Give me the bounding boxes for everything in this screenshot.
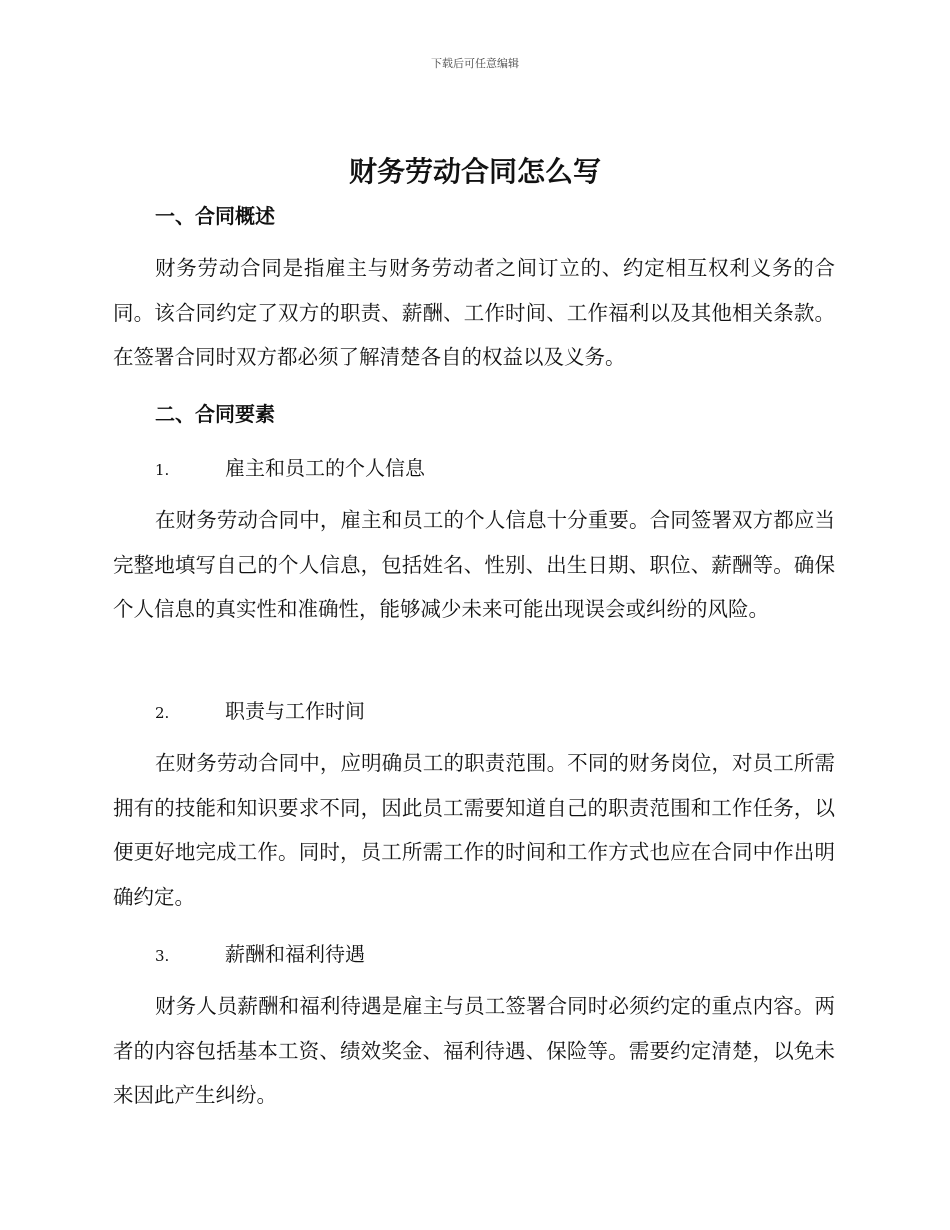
list-item-label: 职责与工作时间 — [225, 699, 365, 723]
list-item-number: 2. — [155, 704, 170, 722]
list-item-number: 1. — [155, 461, 170, 479]
list-item-3 — [155, 938, 365, 967]
item-2-paragraph: 在财务劳动合同中，应明确员工的职责范围。不同的财务岗位，对员工所需拥有的技能和知识要求不同，因此员工需要知道自己的职责范围和工作任务，以便更好地完成工作。同时，员工所需工作的时间和工作方式也应在合同中作出明确约定。 — [113, 751, 835, 909]
list-item-label: 雇主和员工的个人信息 — [225, 456, 425, 480]
header-note: 下载后可任意编辑 — [431, 57, 519, 70]
list-item-1 — [155, 452, 425, 481]
item-1-paragraph: 在财务劳动合同中，雇主和员工的个人信息十分重要。合同签署双方都应当完整地填写自己的个人信息，包括姓名、性别、出生日期、职位、薪酬等。确保个人信息的真实性和准确性，能够减少未来可能出现误会或纠纷的风险。 — [113, 508, 835, 621]
item-3-paragraph: 财务人员薪酬和福利待遇是雇主与员工签署合同时必须约定的重点内容。两者的内容包括基本工资、绩效奖金、福利待遇、保险等。需要约定清楚，以免未来因此产生纠纷。 — [113, 994, 835, 1107]
list-item-label: 薪酬和福利待遇 — [225, 942, 365, 966]
section-heading-overview: 一、合同概述 — [155, 204, 275, 228]
document-title: 财务劳动合同怎么写 — [348, 155, 601, 188]
section-heading-elements: 二、合同要素 — [155, 402, 275, 426]
list-item-2 — [155, 695, 365, 724]
overview-paragraph: 财务劳动合同是指雇主与财务劳动者之间订立的、约定相互权利义务的合同。该合同约定了双方的职责、薪酬、工作时间、工作福利以及其他相关条款。在签署合同时双方都必须了解清楚各自的权益以及义务。 — [113, 256, 835, 369]
list-item-number: 3. — [155, 947, 170, 965]
